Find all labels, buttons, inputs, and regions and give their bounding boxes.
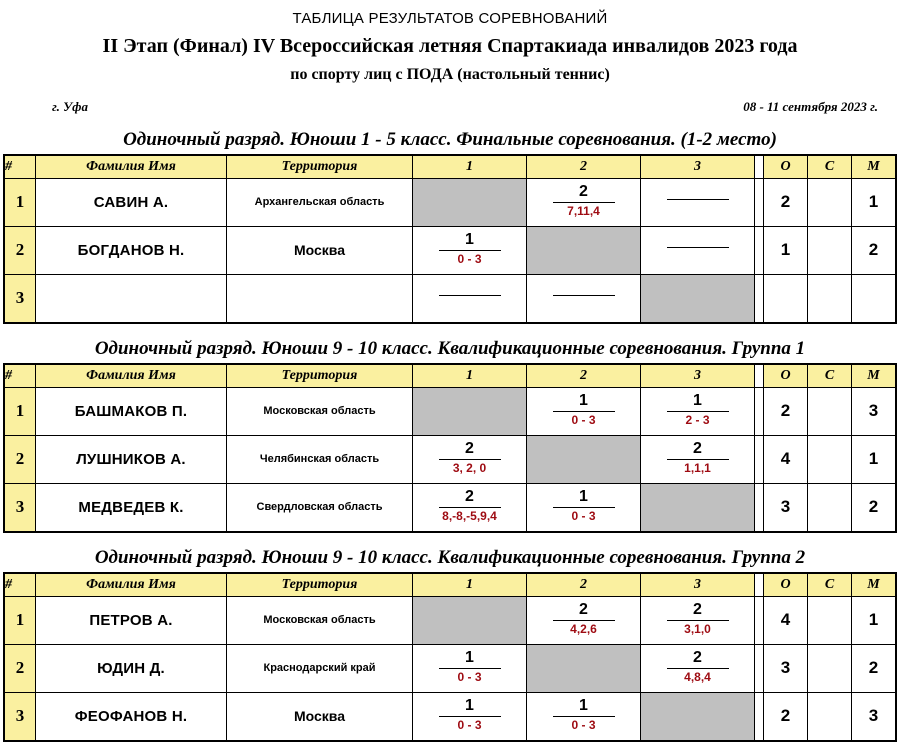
- column-header-sets: С: [808, 364, 852, 388]
- table-row[interactable]: [4, 596, 896, 644]
- match-divider: [553, 620, 615, 621]
- row-number: 1: [4, 596, 36, 644]
- table-row[interactable]: [4, 483, 896, 532]
- match-result: [553, 489, 615, 523]
- match-divider: [553, 411, 615, 412]
- place-value: [852, 274, 897, 323]
- match-game-scores: 3,1,0: [684, 622, 711, 637]
- column-header-territory: Территория: [227, 573, 413, 597]
- column-header-num: #: [4, 155, 36, 179]
- results-table: [3, 363, 897, 533]
- results-section: [0, 338, 900, 533]
- match-sets-won: 1: [465, 649, 474, 667]
- match-result: [667, 393, 729, 427]
- column-gap: [755, 692, 764, 741]
- results-section: [0, 129, 900, 324]
- points-value: 2: [764, 692, 808, 741]
- column-header-opponent-3: 3: [641, 364, 755, 388]
- match-cell[interactable]: [527, 596, 641, 644]
- points-value: 1: [764, 226, 808, 274]
- section-title: Одиночный разряд. Юноши 9 - 10 класс. Квалификационные соревнования. Группа 2: [94, 546, 806, 568]
- points-value: [764, 274, 808, 323]
- match-cell[interactable]: [413, 483, 527, 532]
- section-title: Одиночный разряд. Юноши 9 - 10 класс. Квалификационные соревнования. Группа 1: [94, 337, 806, 359]
- results-table: [3, 572, 897, 742]
- place-value: 3: [852, 387, 897, 435]
- points-value: 3: [764, 483, 808, 532]
- match-result: [667, 441, 729, 475]
- sets-value: [808, 178, 852, 226]
- match-cell-self: [413, 178, 527, 226]
- column-gap: [755, 387, 764, 435]
- column-header-name: Фамилия Имя: [36, 155, 227, 179]
- match-cell[interactable]: [413, 226, 527, 274]
- match-cell-self: [527, 226, 641, 274]
- match-result: [553, 285, 615, 311]
- column-header-gap: [755, 573, 764, 597]
- player-name: [36, 274, 227, 323]
- match-game-scores: 8,-8,-5,9,4: [442, 509, 497, 524]
- points-value: 4: [764, 435, 808, 483]
- column-header-gap: [755, 364, 764, 388]
- match-cell[interactable]: [641, 178, 755, 226]
- column-gap: [755, 483, 764, 532]
- sets-value: [808, 644, 852, 692]
- column-header-num: #: [4, 573, 36, 597]
- match-cell[interactable]: [641, 226, 755, 274]
- match-divider: [439, 716, 501, 717]
- player-territory: [227, 274, 413, 323]
- match-cell-self: [413, 596, 527, 644]
- match-game-scores: 0 - 3: [457, 670, 482, 685]
- player-territory: Архангельская область: [227, 178, 413, 226]
- player-territory: Московская область: [227, 387, 413, 435]
- table-header-row: [4, 573, 896, 597]
- table-row[interactable]: [4, 178, 896, 226]
- match-cell-self: [641, 274, 755, 323]
- column-gap: [755, 596, 764, 644]
- row-number: 3: [4, 274, 36, 323]
- match-game-scores: 3, 2, 0: [452, 461, 487, 476]
- results-section: [0, 547, 900, 742]
- column-header-opponent-1: 1: [413, 573, 527, 597]
- header-line-1: ТАБЛИЦА РЕЗУЛЬТАТОВ СОРЕВНОВАНИЙ: [292, 10, 608, 27]
- column-header-points: О: [764, 155, 808, 179]
- match-divider: [667, 247, 729, 248]
- dates-label: 08 - 11 сентября 2023 г.: [743, 98, 878, 114]
- row-number: 2: [4, 226, 36, 274]
- match-result: [553, 184, 615, 218]
- column-header-points: О: [764, 364, 808, 388]
- points-value: 4: [764, 596, 808, 644]
- match-divider: [667, 620, 729, 621]
- match-divider: [553, 202, 615, 203]
- match-result: [439, 441, 501, 475]
- sets-value: [808, 596, 852, 644]
- column-header-territory: Территория: [227, 155, 413, 179]
- document-header: [0, 0, 900, 115]
- match-cell[interactable]: [527, 692, 641, 741]
- place-value: 1: [852, 435, 897, 483]
- place-value: 1: [852, 596, 897, 644]
- match-cell[interactable]: [641, 644, 755, 692]
- player-name: САВИН А.: [36, 178, 227, 226]
- sets-value: [808, 435, 852, 483]
- match-divider: [667, 411, 729, 412]
- match-cell[interactable]: [527, 274, 641, 323]
- place-value: 1: [852, 178, 897, 226]
- player-territory: Краснодарский край: [227, 644, 413, 692]
- table-row[interactable]: [4, 226, 896, 274]
- match-cell[interactable]: [527, 483, 641, 532]
- match-cell[interactable]: [413, 692, 527, 741]
- match-game-scores: 2 - 3: [685, 413, 710, 428]
- row-number: 2: [4, 644, 36, 692]
- row-number: 2: [4, 435, 36, 483]
- match-result: [439, 698, 501, 732]
- match-game-scores: 0 - 3: [571, 413, 596, 428]
- sets-value: [808, 226, 852, 274]
- column-header-place: М: [852, 573, 897, 597]
- player-name: ЮДИН Д.: [36, 644, 227, 692]
- match-cell[interactable]: [641, 435, 755, 483]
- player-name: БОГДАНОВ Н.: [36, 226, 227, 274]
- row-number: 1: [4, 178, 36, 226]
- match-sets-won: 2: [579, 183, 588, 201]
- column-header-opponent-3: 3: [641, 573, 755, 597]
- column-header-opponent-2: 2: [527, 573, 641, 597]
- city-label: г. Уфа: [52, 98, 88, 114]
- sets-value: [808, 483, 852, 532]
- match-sets-won: 2: [465, 488, 474, 506]
- match-sets-won: 2: [693, 440, 702, 458]
- points-value: 3: [764, 644, 808, 692]
- match-result: [439, 650, 501, 684]
- match-sets-won: 1: [579, 488, 588, 506]
- match-divider: [667, 668, 729, 669]
- match-game-scores: 1,1,1: [684, 461, 711, 476]
- player-territory: Москва: [227, 226, 413, 274]
- match-divider: [439, 668, 501, 669]
- column-header-opponent-2: 2: [527, 364, 641, 388]
- place-value: 2: [852, 644, 897, 692]
- match-game-scores: 0 - 3: [571, 509, 596, 524]
- column-header-name: Фамилия Имя: [36, 364, 227, 388]
- match-cell[interactable]: [641, 596, 755, 644]
- table-row[interactable]: [4, 274, 896, 323]
- match-sets-won: 2: [465, 440, 474, 458]
- sections-container: [0, 129, 900, 742]
- column-header-num: #: [4, 364, 36, 388]
- column-gap: [755, 178, 764, 226]
- player-territory: Челябинская область: [227, 435, 413, 483]
- header-line-3: по спорту лиц с ПОДА (настольный теннис): [290, 65, 610, 83]
- column-header-points: О: [764, 573, 808, 597]
- player-territory: Свердловская область: [227, 483, 413, 532]
- match-cell[interactable]: [413, 274, 527, 323]
- player-name: ЛУШНИКОВ А.: [36, 435, 227, 483]
- match-game-scores: 0 - 3: [457, 252, 482, 267]
- match-cell[interactable]: [527, 178, 641, 226]
- column-header-opponent-1: 1: [413, 155, 527, 179]
- points-value: 2: [764, 387, 808, 435]
- player-territory: Московская область: [227, 596, 413, 644]
- column-header-territory: Территория: [227, 364, 413, 388]
- match-divider: [553, 295, 615, 296]
- match-divider: [439, 507, 501, 508]
- player-territory: Москва: [227, 692, 413, 741]
- match-cell-self: [413, 387, 527, 435]
- match-result: [439, 232, 501, 266]
- player-name: МЕДВЕДЕВ К.: [36, 483, 227, 532]
- player-name: ПЕТРОВ А.: [36, 596, 227, 644]
- match-cell[interactable]: [413, 435, 527, 483]
- row-number: 3: [4, 483, 36, 532]
- place-value: 3: [852, 692, 897, 741]
- column-gap: [755, 226, 764, 274]
- table-row[interactable]: [4, 644, 896, 692]
- match-cell[interactable]: [413, 644, 527, 692]
- match-divider: [667, 199, 729, 200]
- match-game-scores: 7,11,4: [567, 204, 600, 219]
- column-header-name: Фамилия Имя: [36, 573, 227, 597]
- match-sets-won: 2: [693, 649, 702, 667]
- place-value: 2: [852, 483, 897, 532]
- column-gap: [755, 274, 764, 323]
- header-meta-row: [0, 89, 900, 115]
- match-sets-won: 1: [693, 392, 702, 410]
- match-divider: [439, 295, 501, 296]
- match-divider: [553, 507, 615, 508]
- match-game-scores: 4,8,4: [684, 670, 711, 685]
- match-cell[interactable]: [641, 387, 755, 435]
- match-sets-won: 1: [465, 697, 474, 715]
- match-sets-won: 2: [579, 601, 588, 619]
- match-game-scores: 0 - 3: [571, 718, 596, 733]
- column-gap: [755, 644, 764, 692]
- sets-value: [808, 274, 852, 323]
- match-result: [667, 602, 729, 636]
- column-header-opponent-1: 1: [413, 364, 527, 388]
- table-header-row: [4, 364, 896, 388]
- sets-value: [808, 387, 852, 435]
- match-result: [667, 237, 729, 263]
- match-cell-self: [641, 692, 755, 741]
- match-divider: [439, 459, 501, 460]
- column-header-gap: [755, 155, 764, 179]
- match-sets-won: 1: [465, 231, 474, 249]
- match-game-scores: 0 - 3: [457, 718, 482, 733]
- player-name: БАШМАКОВ П.: [36, 387, 227, 435]
- column-header-opponent-2: 2: [527, 155, 641, 179]
- match-result: [667, 189, 729, 215]
- match-divider: [439, 250, 501, 251]
- table-row[interactable]: [4, 692, 896, 741]
- match-divider: [667, 459, 729, 460]
- match-sets-won: 1: [579, 697, 588, 715]
- match-sets-won: 2: [693, 601, 702, 619]
- column-gap: [755, 435, 764, 483]
- column-header-place: М: [852, 155, 897, 179]
- results-table: [3, 154, 897, 324]
- column-header-sets: С: [808, 155, 852, 179]
- match-cell[interactable]: [527, 387, 641, 435]
- match-game-scores: 4,2,6: [570, 622, 597, 637]
- column-header-sets: С: [808, 573, 852, 597]
- match-result: [439, 489, 501, 523]
- table-header-row: [4, 155, 896, 179]
- match-cell-self: [641, 483, 755, 532]
- match-result: [439, 285, 501, 311]
- match-result: [553, 698, 615, 732]
- match-result: [667, 650, 729, 684]
- row-number: 3: [4, 692, 36, 741]
- header-line-2: II Этап (Финал) IV Всероссийская летняя Спартакиада инвалидов 2023 года: [102, 34, 798, 57]
- table-row[interactable]: [4, 435, 896, 483]
- match-result: [553, 393, 615, 427]
- match-result: [553, 602, 615, 636]
- place-value: 2: [852, 226, 897, 274]
- table-row[interactable]: [4, 387, 896, 435]
- section-title: Одиночный разряд. Юноши 1 - 5 класс. Финальные соревнования. (1-2 место): [123, 128, 777, 150]
- row-number: 1: [4, 387, 36, 435]
- match-cell-self: [527, 644, 641, 692]
- player-name: ФЕОФАНОВ Н.: [36, 692, 227, 741]
- match-divider: [553, 716, 615, 717]
- points-value: 2: [764, 178, 808, 226]
- match-cell-self: [527, 435, 641, 483]
- column-header-place: М: [852, 364, 897, 388]
- match-sets-won: 1: [579, 392, 588, 410]
- column-header-opponent-3: 3: [641, 155, 755, 179]
- sets-value: [808, 692, 852, 741]
